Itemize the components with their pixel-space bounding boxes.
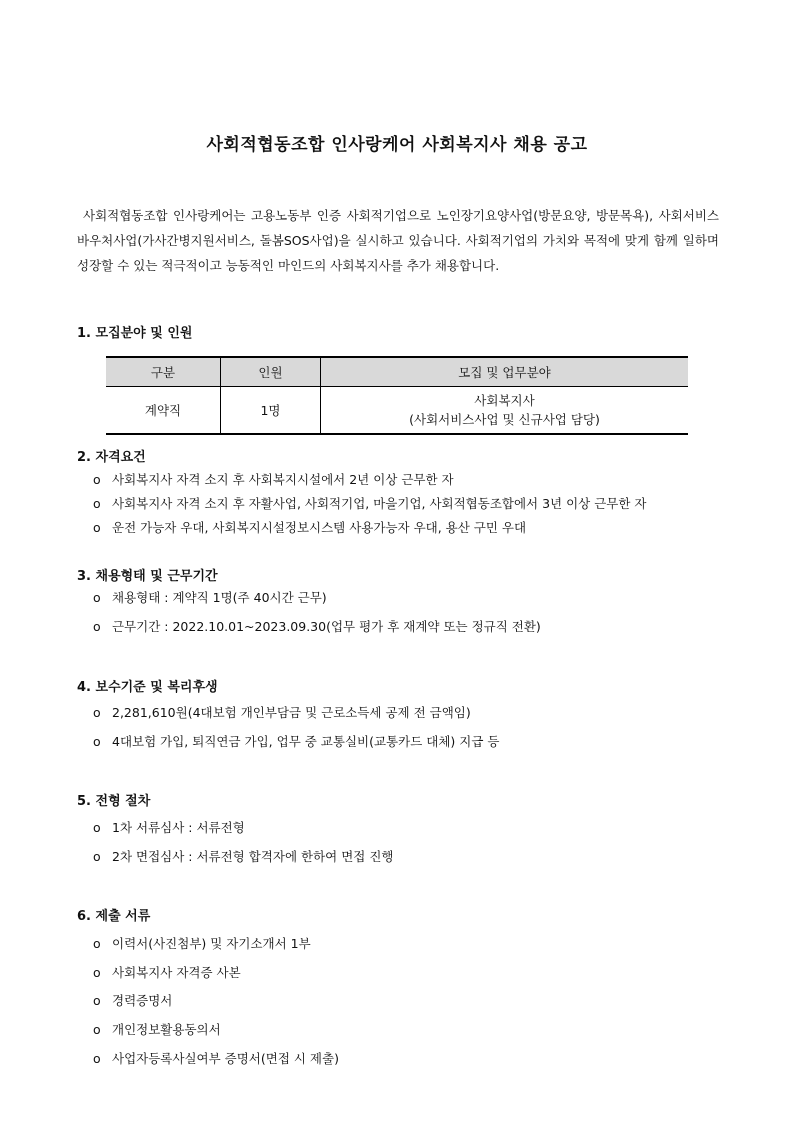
bullet-mark: o (93, 965, 101, 980)
intro-paragraph: 사회적협동조합 인사랑케어는 고용노동부 인증 사회적기업으로 노인장기요양사업(방문요양, 방문목욕), 사회서비스바우처사업(가사간병지원서비스, 돌봄SOS사업)을 실시하고 있습니다. 사회적기업의 가치와 목적에 맞게 함께 일하며 성장할 수 있는 적극적이고 능동적인 마인드의 사회복지사를 추가 채용합니다. (77, 208, 719, 273)
bullet-mark: o (93, 936, 101, 951)
list-item: o 사회복지사 자격 소지 후 자활사업, 사회적기업, 마을기업, 사회적협동조합에서 3년 이상 근무한 자 (93, 496, 647, 511)
bullet-mark: o (93, 619, 101, 634)
bullet-mark: o (93, 820, 101, 835)
table-header-row (106, 357, 688, 387)
table-header-type: 구분 (106, 357, 221, 387)
list-item: o 운전 가능자 우대, 사회복지시설정보시스템 사용가능자 우대, 용산 구민 우대 (93, 520, 527, 535)
list-item: o 2,281,610원(4대보험 개인부담금 및 근로소득세 공제 전 금액임) (93, 705, 471, 720)
bullet-mark: o (93, 496, 101, 511)
section-heading-process: 5. 전형 절차 (77, 794, 151, 809)
list-item: o 사업자등록사실여부 증명서(면접 시 제출) (93, 1051, 339, 1066)
bullet-mark: o (93, 520, 101, 535)
list-item: o 채용형태 : 계약직 1명(주 40시간 근무) (93, 590, 327, 605)
section-heading-employment: 3. 채용형태 및 근무기간 (77, 569, 218, 584)
table-header-field: 모집 및 업무분야 (321, 357, 689, 387)
list-item: o 2차 면접심사 : 서류전형 합격자에 한하여 면접 진행 (93, 849, 394, 864)
bullet-mark: o (93, 1051, 101, 1066)
list-item: o 사회복지사 자격증 사본 (93, 965, 241, 980)
table-header-count: 인원 (221, 357, 321, 387)
field-line-1: 사회복지사 (474, 393, 535, 408)
list-item: o 개인정보활용동의서 (93, 1022, 221, 1037)
recruitment-table (106, 356, 688, 435)
bullet-mark: o (93, 1022, 101, 1037)
section-heading-recruitment: 1. 모집분야 및 인원 (77, 326, 193, 341)
list-item: o 4대보험 가입, 퇴직연금 가입, 업무 중 교통실비(교통카드 대체) 지급 등 (93, 734, 500, 749)
list-item: o 이력서(사진첨부) 및 자기소개서 1부 (93, 936, 311, 951)
field-line-2: (사회서비스사업 및 신규사업 담당) (409, 412, 600, 427)
table-cell-type: 계약직 (106, 387, 221, 435)
table-cell-field (321, 387, 689, 435)
document-title: 사회적협동조합 인사랑케어 사회복지사 채용 공고 (206, 135, 588, 155)
bullet-mark: o (93, 734, 101, 749)
section-heading-compensation: 4. 보수기준 및 복리후생 (77, 680, 218, 695)
bullet-mark: o (93, 590, 101, 605)
bullet-mark: o (93, 705, 101, 720)
section-heading-qualifications: 2. 자격요건 (77, 450, 146, 465)
list-item: o 경력증명서 (93, 993, 173, 1008)
bullet-mark: o (93, 993, 101, 1008)
list-item: o 사회복지사 자격 소지 후 사회복지시설에서 2년 이상 근무한 자 (93, 472, 454, 487)
bullet-mark: o (93, 472, 101, 487)
table-row (106, 387, 688, 435)
section-heading-documents: 6. 제출 서류 (77, 909, 151, 924)
list-item: o 1차 서류심사 : 서류전형 (93, 820, 245, 835)
table-cell-count: 1명 (221, 387, 321, 435)
bullet-mark: o (93, 849, 101, 864)
list-item: o 근무기간 : 2022.10.01~2023.09.30(업무 평가 후 재계약 또는 정규직 전환) (93, 619, 541, 634)
